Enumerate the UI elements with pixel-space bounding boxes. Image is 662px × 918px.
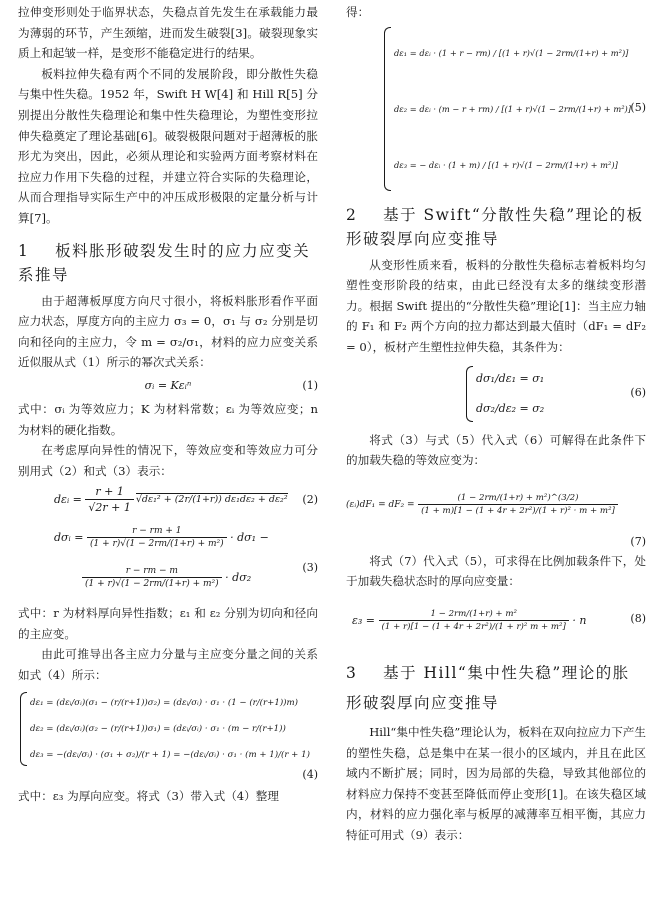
equation-line: dε₂ = (dεᵢ/σᵢ)(σ₂ − (r/(r+1))σ₁) = (dεᵢ/σᵢ) · σ₁ · (m − r/(r+1)) [30,723,286,734]
section-number: 3 [346,663,358,682]
equation-3a [18,517,318,557]
equation-body: σᵢ = Kεᵢⁿ [144,378,192,392]
section-title: 基于 Swift“分散性失稳”理论的板形破裂厚向应变推导 [346,205,644,248]
section-title: 基于 Hill“集中性失稳”理论的胀形破裂厚向应变推导 [346,663,630,712]
equation-tail: · dσ₂ [225,570,252,584]
fraction: $\frac{r - rm - m}{\text{(1 + r)√(1 − 2rm/(1+r) + m²)}}$ [82,566,222,589]
paragraph-de: 得： [346,5,370,19]
equation-5 [346,25,646,193]
equation-lhs: (εᵢ)dF₁ = dF₂ = [346,499,415,510]
equation-7 [346,475,646,535]
equation-4-number-row [18,768,318,786]
equation-8 [346,592,646,650]
equation-6 [346,362,646,430]
equation-7-number-row [346,535,646,551]
paragraph-intro-1: 拉伸变形则处于临界状态，失稳点首先发生在承载能力最为薄弱的环节，产生颈缩，进而发生破裂[3]。破裂现象实质上和起皱一样，是变形不能稳定进行的结果。 [18,5,318,61]
equation-tail: · n [572,614,587,628]
section-number: 2 [346,205,358,224]
paragraph-s2c: 将式（7）代入式（5），可求得在比例加载条件下，处于加载失稳状态时的厚向应变量： [346,553,646,589]
equation-number: (6) [630,385,646,399]
equation-number: (1) [302,378,318,392]
paragraph-intro-2: 板料拉伸失稳有两个不同的发展阶段，即分散性失稳与集中性失稳。1952 年，Swift H W[4] 和 Hill R[5] 分别提出分散性失稳理论和集中性失稳理论，为塑性变形拉伸失稳奠定了理论基础[6]。破裂极限问题对于超薄板的胀形尤为突出，因此，必须从理论和实验两方面考察材料在拉应力作用下失稳的过程，并建立符合实际的失稳理论，从而合理指导实际生产中的冲压成形极限的定量分析与计算[7]。 [18,66,318,225]
equation-line: dε₃ = − dεᵢ · (1 + m) / [(1 + r)√(1 − 2rm/(1+r) + m²)] [394,159,618,170]
equation-number: (8) [630,611,646,625]
paragraph-s1a: 由于超薄板厚度方向尺寸很小，将板料胀形看作平面应力状态，厚度方向的主应力 σ₃ = 0，σ₁ 与 σ₂ 分别是切向和径向的主应力，令 m = σ₂/σ₁，材料的应力应变关系近似服从式（1）所示的幂次式关系： [18,293,318,370]
equation-line: dσ₂/dε₂ = σ₂ [476,401,545,415]
equation-number: (3) [302,561,318,575]
equation-line: dε₁ = dεᵢ · (1 + r − rm) / [(1 + r)√(1 − 2rm/(1+r) + m²)] [394,47,629,58]
paragraph-s3a: Hill“集中性失稳”理论认为，板料在双向拉应力下产生的塑性失稳，总是集中在某一很小的区域内，并且在此区域内不断扩展；同时，因为局部的失稳，导致其他部位的材料应力保持不变甚至降低而停止变形[1]。在该失稳区域内，材料的应力强化率与板厚的减薄率互相平衡，其应力特征可用式（9）表示： [346,724,646,842]
fraction: $\frac{r + 1}{√2r + 1}$ [85,485,133,514]
paragraph-s2b: 将式（3）与式（5）代入式（6）可解得在此条件下的加载失稳的等效应变为： [346,432,646,468]
paragraph-s1b: 式中：σᵢ 为等效应力；K 为材料常数；εᵢ 为等效应变；n 为材料的硬化指数。 [18,401,318,437]
equation-lhs: ε₃ = [352,614,376,628]
equation-2: dεᵢ = $\frac{r + 1}{√2r + 1}$ √dε₁² + (2r/(1+r)) dε₁dε₂ + dε₂² (2) [54,484,318,514]
equation-tail: · dσ₁ − [230,530,269,544]
section-heading-3 [346,658,646,718]
fraction: $\frac{\text{1 − 2rm/(1+r) + m²}}{\text{(1 + r)[1 − (1 + 4r + 2r²)/(1 + r)² m + m²]}}$ [379,609,569,632]
equation-number: (7) [630,534,646,548]
equation-lhs: dσᵢ = [54,530,84,544]
section-heading-2 [346,203,646,251]
right-column [346,0,646,918]
fraction: $\frac{\text{(1 − 2rm/(1+r) + m²)\textasciicircum{}(3/2)}}{\text{(1 + m)[1 − (1 + 4r + 2r²)/(1 + r)² · m + m²]}}$ [418,493,618,516]
section-heading-1 [18,239,318,287]
equation-1 [18,375,318,397]
paragraph-s1e: 由此可推导出各主应力分量与主应变分量之间的关系如式（4）所示： [18,647,318,683]
section-number: 1 [18,241,30,260]
equation-number: (2) [302,492,318,506]
equation-number: (5) [630,100,646,114]
fraction: $\frac{r - rm + 1}{\text{(1 + r)√(1 − 2rm/(1+r) + m²)}}$ [87,526,227,549]
equation-line: dε₃ = −(dεᵢ/σᵢ) · (σ₁ + σ₂)/(r + 1) = −(dεᵢ/σᵢ) · σ₁ · (m + 1)/(r + 1) [30,749,310,760]
paragraph-s1d: 式中：r 为材料厚向异性指数；ε₁ 和 ε₂ 分别为切向和径向的主应变。 [18,606,318,641]
equation-line: dε₂ = dεᵢ · (m − r + rm) / [(1 + r)√(1 − 2rm/(1+r) + m²)] [394,103,632,114]
equation-3b [18,557,318,597]
equation-line: dε₁ = (dεᵢ/σᵢ)(σ₁ − (r/(r+1))σ₂) = (dεᵢ/σᵢ) · σ₁ · (1 − (r/(r+1))m) [30,697,299,708]
equation-4 [18,690,318,768]
equation-number: (4) [302,767,318,781]
paragraph-s1f: 式中：ε₃ 为厚向应变。将式（3）带入式（4）整理 [18,788,279,803]
equation-line: dσ₁/dε₁ = σ₁ [476,371,545,385]
section-title: 板料胀形破裂发生时的应力应变关系推导 [18,241,311,284]
radicand: dε₁² + (2r/(1+r)) dε₁dε₂ + dε₂² [141,494,288,506]
paragraph-s2a: 从变形性质来看，板料的分散性失稳标志着板料均匀塑性变形阶段的结束，由此已经没有太多的继续变形潜力。根据 Swift 提出的“分散性失稳”理论[1]：当主应力轴的 F₁ 和 F₂ 两个方向的拉力都达到最大值时（dF₁ = dF₂ = 0），板材产生塑性拉伸失稳，其条件为： [346,257,646,354]
left-column [18,0,318,918]
paragraph-s1c: 在考虑厚向异性的情况下，等效应变和等效应力可分别用式（2）和式（3）表示： [18,443,318,478]
equation-lhs: dεᵢ = [54,492,82,506]
